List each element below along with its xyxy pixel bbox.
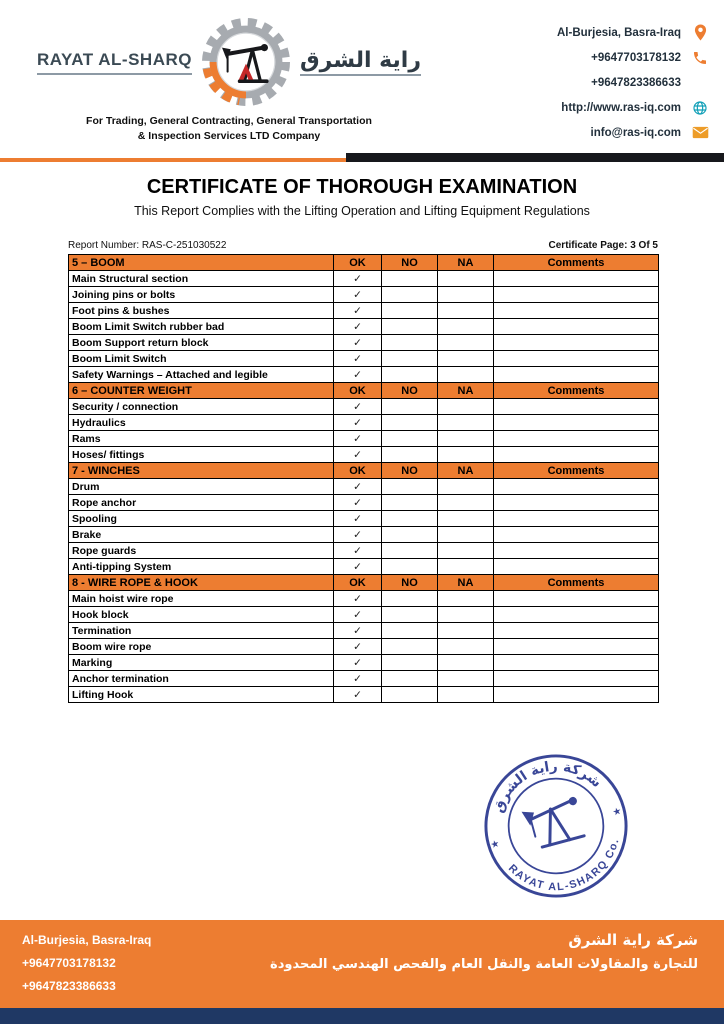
website-text: http://www.ras-iq.com (561, 101, 681, 114)
comments-cell (494, 511, 659, 527)
no-cell (382, 351, 438, 367)
column-header-na: NA (438, 383, 494, 399)
checklist-row (69, 639, 659, 655)
item-label: Boom Limit Switch rubber bad (69, 319, 334, 335)
item-label: Main Structural section (69, 271, 334, 287)
ok-cell: ✓ (334, 447, 382, 463)
no-cell (382, 335, 438, 351)
column-header-no: NO (382, 463, 438, 479)
company-stamp (482, 752, 630, 900)
column-header-comments: Comments (494, 383, 659, 399)
footer-company-arabic (270, 929, 698, 972)
phone1-text: +9647703178132 (591, 51, 681, 64)
na-cell (438, 559, 494, 575)
item-label: Marking (69, 655, 334, 671)
header-separator (0, 153, 724, 162)
checklist-row (69, 415, 659, 431)
meta-row (68, 240, 658, 251)
stamp-star-left-icon: ★ (489, 838, 501, 852)
ok-cell: ✓ (334, 303, 382, 319)
page-header (0, 0, 724, 145)
na-cell (438, 543, 494, 559)
checklist-row (69, 431, 659, 447)
no-cell (382, 303, 438, 319)
na-cell (438, 399, 494, 415)
item-label: Safety Warnings – Attached and legible (69, 367, 334, 383)
comments-cell (494, 287, 659, 303)
item-label: Joining pins or bolts (69, 287, 334, 303)
checklist-row (69, 351, 659, 367)
item-label: Rope anchor (69, 495, 334, 511)
no-cell (382, 559, 438, 575)
item-label: Security / connection (69, 399, 334, 415)
no-cell (382, 527, 438, 543)
ok-cell: ✓ (334, 639, 382, 655)
no-cell (382, 495, 438, 511)
no-cell (382, 623, 438, 639)
na-cell (438, 367, 494, 383)
company-logo-gear-pumpjack-icon (198, 14, 294, 110)
item-label: Anti-tipping System (69, 559, 334, 575)
na-cell (438, 527, 494, 543)
comments-cell (494, 367, 659, 383)
checklist-row (69, 687, 659, 703)
company-tagline (34, 114, 424, 144)
checklist-row (69, 287, 659, 303)
item-label: Hydraulics (69, 415, 334, 431)
contact-block (492, 12, 710, 145)
comments-cell (494, 671, 659, 687)
page-footer (0, 920, 724, 1024)
na-cell (438, 431, 494, 447)
comments-cell (494, 479, 659, 495)
item-label: Boom Support return block (69, 335, 334, 351)
comments-cell (494, 591, 659, 607)
comments-cell (494, 335, 659, 351)
item-label: Rope guards (69, 543, 334, 559)
column-header-comments: Comments (494, 255, 659, 271)
footer-company-name-ar: شركة راية الشرق (568, 931, 698, 949)
section-header-row (69, 463, 659, 479)
column-header-ok: OK (334, 463, 382, 479)
checklist-row (69, 479, 659, 495)
na-cell (438, 351, 494, 367)
comments-cell (494, 655, 659, 671)
company-name-ar: راية الشرق (300, 48, 421, 76)
checklist-row (69, 319, 659, 335)
ok-cell: ✓ (334, 543, 382, 559)
comments-cell (494, 495, 659, 511)
company-name-en: RAYAT AL-SHARQ (37, 50, 192, 75)
item-label: Anchor termination (69, 671, 334, 687)
column-header-no: NO (382, 255, 438, 271)
comments-cell (494, 447, 659, 463)
location-pin-icon (690, 24, 710, 41)
item-label: Spooling (69, 511, 334, 527)
section-header-row (69, 383, 659, 399)
stamp-seal-icon (482, 752, 630, 900)
stamp-star-right-icon: ★ (611, 805, 623, 819)
section-header-row (69, 575, 659, 591)
ok-cell: ✓ (334, 287, 382, 303)
no-cell (382, 431, 438, 447)
no-cell (382, 671, 438, 687)
ok-cell: ✓ (334, 479, 382, 495)
na-cell (438, 671, 494, 687)
ok-cell: ✓ (334, 319, 382, 335)
no-cell (382, 479, 438, 495)
column-header-comments: Comments (494, 575, 659, 591)
separator-dark-segment (346, 153, 724, 162)
checklist-row (69, 655, 659, 671)
column-header-ok: OK (334, 575, 382, 591)
footer-orange-band (0, 920, 724, 1008)
na-cell (438, 495, 494, 511)
section-title: 6 – COUNTER WEIGHT (69, 383, 334, 399)
examination-table-body (69, 255, 659, 703)
checklist-row (69, 607, 659, 623)
contact-website (492, 95, 710, 120)
ok-cell: ✓ (334, 495, 382, 511)
ok-cell: ✓ (334, 607, 382, 623)
no-cell (382, 447, 438, 463)
section-header-row (69, 255, 659, 271)
item-label: Termination (69, 623, 334, 639)
item-label: Hook block (69, 607, 334, 623)
checklist-row (69, 559, 659, 575)
checklist-row (69, 335, 659, 351)
column-header-na: NA (438, 255, 494, 271)
na-cell (438, 655, 494, 671)
ok-cell: ✓ (334, 415, 382, 431)
ok-cell: ✓ (334, 511, 382, 527)
na-cell (438, 479, 494, 495)
comments-cell (494, 607, 659, 623)
na-cell (438, 639, 494, 655)
phone-icon (690, 50, 710, 66)
ok-cell: ✓ (334, 367, 382, 383)
separator-orange-segment (0, 158, 346, 162)
checklist-row (69, 367, 659, 383)
section-title: 7 - WINCHES (69, 463, 334, 479)
contact-phone2 (492, 70, 710, 95)
certificate-title: CERTIFICATE OF THOROUGH EXAMINATION (146, 176, 578, 198)
item-label: Hoses/ fittings (69, 447, 334, 463)
checklist-row (69, 511, 659, 527)
column-header-no: NO (382, 575, 438, 591)
no-cell (382, 543, 438, 559)
na-cell (438, 687, 494, 703)
ok-cell: ✓ (334, 687, 382, 703)
column-header-comments: Comments (494, 463, 659, 479)
comments-cell (494, 351, 659, 367)
item-label: Drum (69, 479, 334, 495)
globe-icon (690, 100, 710, 116)
stamp-arc-bottom-text: RAYAT AL-SHARQ Co. (505, 836, 622, 894)
comments-cell (494, 623, 659, 639)
item-label: Boom wire rope (69, 639, 334, 655)
item-label: Boom Limit Switch (69, 351, 334, 367)
contact-email (492, 120, 710, 145)
no-cell (382, 591, 438, 607)
comments-cell (494, 527, 659, 543)
checklist-row (69, 399, 659, 415)
phone2-text: +9647823386633 (591, 76, 681, 89)
item-label: Rams (69, 431, 334, 447)
na-cell (438, 319, 494, 335)
ok-cell: ✓ (334, 335, 382, 351)
column-header-ok: OK (334, 255, 382, 271)
ok-cell: ✓ (334, 351, 382, 367)
brand-block (34, 12, 424, 145)
certificate-subtitle: This Report Complies with the Lifting Operation and Lifting Equipment Regulations (134, 204, 590, 218)
footer-address: Al-Burjesia, Basra-Iraq (22, 933, 152, 947)
column-header-no: NO (382, 383, 438, 399)
ok-cell: ✓ (334, 527, 382, 543)
stamp-arc-top-text: شركة راية الشرق (490, 758, 605, 815)
na-cell (438, 623, 494, 639)
section-title: 5 – BOOM (69, 255, 334, 271)
comments-cell (494, 271, 659, 287)
comments-cell (494, 399, 659, 415)
contact-address (492, 20, 710, 45)
no-cell (382, 655, 438, 671)
comments-cell (494, 543, 659, 559)
footer-phone1: +9647703178132 (22, 956, 116, 970)
na-cell (438, 607, 494, 623)
ok-cell: ✓ (334, 431, 382, 447)
no-cell (382, 687, 438, 703)
na-cell (438, 335, 494, 351)
address-text: Al-Burjesia, Basra-Iraq (557, 26, 681, 39)
comments-cell (494, 415, 659, 431)
na-cell (438, 271, 494, 287)
na-cell (438, 303, 494, 319)
report-number: Report Number: RAS-C-251030522 (68, 240, 227, 251)
checklist-row (69, 671, 659, 687)
stamp-pumpjack-icon (529, 800, 584, 848)
column-header-na: NA (438, 463, 494, 479)
no-cell (382, 399, 438, 415)
item-label: Brake (69, 527, 334, 543)
comments-cell (494, 319, 659, 335)
no-cell (382, 511, 438, 527)
ok-cell: ✓ (334, 591, 382, 607)
ok-cell: ✓ (334, 559, 382, 575)
envelope-icon (690, 126, 710, 139)
email-text: info@ras-iq.com (590, 126, 681, 139)
checklist-row (69, 303, 659, 319)
checklist-row (69, 447, 659, 463)
checklist-row (69, 495, 659, 511)
na-cell (438, 591, 494, 607)
no-cell (382, 367, 438, 383)
no-cell (382, 415, 438, 431)
certificate-page: Certificate Page: 3 Of 5 (548, 240, 658, 251)
no-cell (382, 607, 438, 623)
footer-navy-strip (0, 1008, 724, 1024)
item-label: Foot pins & bushes (69, 303, 334, 319)
comments-cell (494, 639, 659, 655)
item-label: Main hoist wire rope (69, 591, 334, 607)
tagline-line1: For Trading, General Contracting, General Transportation (86, 115, 372, 127)
footer-phone2: +9647823386633 (22, 979, 116, 993)
na-cell (438, 287, 494, 303)
checklist-row (69, 623, 659, 639)
no-cell (382, 287, 438, 303)
column-header-ok: OK (334, 383, 382, 399)
tagline-line2: & Inspection Services LTD Company (137, 130, 321, 143)
section-title: 8 - WIRE ROPE & HOOK (69, 575, 334, 591)
examination-table (68, 254, 659, 703)
comments-cell (494, 687, 659, 703)
comments-cell (494, 431, 659, 447)
ok-cell: ✓ (334, 399, 382, 415)
comments-cell (494, 303, 659, 319)
ok-cell: ✓ (334, 623, 382, 639)
no-cell (382, 271, 438, 287)
comments-cell (494, 559, 659, 575)
checklist-row (69, 591, 659, 607)
no-cell (382, 319, 438, 335)
ok-cell: ✓ (334, 271, 382, 287)
contact-phone1 (492, 45, 710, 70)
na-cell (438, 415, 494, 431)
no-cell (382, 639, 438, 655)
na-cell (438, 447, 494, 463)
checklist-row (69, 271, 659, 287)
column-header-na: NA (438, 575, 494, 591)
checklist-row (69, 527, 659, 543)
ok-cell: ✓ (334, 655, 382, 671)
checklist-row (69, 543, 659, 559)
item-label: Lifting Hook (69, 687, 334, 703)
na-cell (438, 511, 494, 527)
footer-contact (22, 929, 151, 998)
ok-cell: ✓ (334, 671, 382, 687)
footer-company-desc-ar: للتجارة والمقاولات العامة والنقل العام والفحص الهندسي المحدودة (270, 957, 698, 972)
